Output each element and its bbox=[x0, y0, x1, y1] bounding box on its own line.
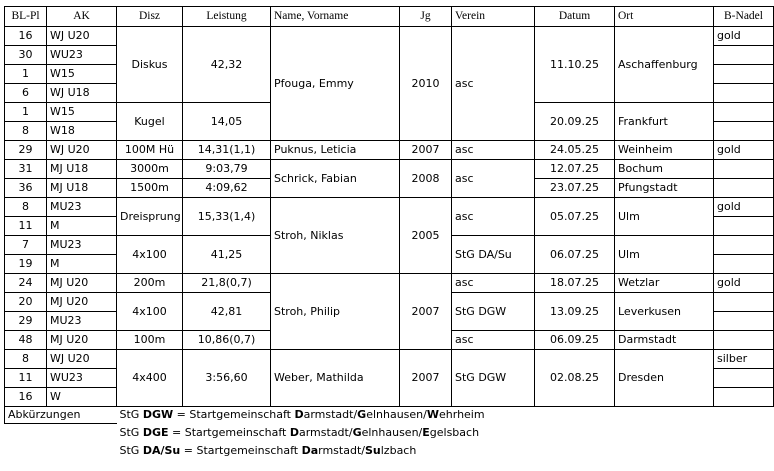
cell-ak: W18 bbox=[47, 122, 117, 141]
cell-datum: 20.09.25 bbox=[535, 103, 615, 141]
header-ort: Ort bbox=[615, 7, 714, 27]
cell-nadel: gold bbox=[714, 141, 774, 160]
cell-pl: 1 bbox=[5, 65, 47, 84]
results-table bbox=[4, 6, 774, 460]
header-disz: Disz bbox=[117, 7, 183, 27]
cell-pl: 20 bbox=[5, 293, 47, 312]
cell-leistung: 4:09,62 bbox=[183, 179, 271, 198]
cell-disz: 3000m bbox=[117, 160, 183, 179]
cell-pl: 31 bbox=[5, 160, 47, 179]
cell-pl: 8 bbox=[5, 122, 47, 141]
cell-disz: 4x400 bbox=[117, 350, 183, 407]
cell-ak: MJ U20 bbox=[47, 293, 117, 312]
table-row bbox=[5, 160, 774, 179]
cell-ak: MJ U20 bbox=[47, 274, 117, 293]
legend-line-dgw: StG DGW = Startgemeinschaft Darmstadt/Gelnhausen/Wehrheim bbox=[117, 407, 774, 424]
cell-disz: 100M Hü bbox=[117, 141, 183, 160]
cell-verein: StG DGW bbox=[452, 350, 535, 407]
cell-pl: 8 bbox=[5, 350, 47, 369]
cell-pl: 24 bbox=[5, 274, 47, 293]
cell-nadel bbox=[714, 312, 774, 331]
header-verein: Verein bbox=[452, 7, 535, 27]
cell-pl: 30 bbox=[5, 46, 47, 65]
cell-verein: asc bbox=[452, 160, 535, 198]
cell-ak: W bbox=[47, 388, 117, 407]
cell-leistung: 10,86(0,7) bbox=[183, 331, 271, 350]
cell-verein: StG DGW bbox=[452, 293, 535, 331]
cell-datum: 18.07.25 bbox=[535, 274, 615, 293]
cell-nadel: silber bbox=[714, 350, 774, 369]
cell-name: Puknus, Leticia bbox=[271, 141, 400, 160]
cell-name: Pfouga, Emmy bbox=[271, 27, 400, 141]
legend-row-1 bbox=[5, 407, 774, 424]
cell-ak: W15 bbox=[47, 65, 117, 84]
cell-ort: Weinheim bbox=[615, 141, 714, 160]
table-row bbox=[5, 198, 774, 217]
cell-ort: Darmstadt bbox=[615, 331, 714, 350]
header-b-nadel: B-Nadel bbox=[714, 7, 774, 27]
cell-ak: WU23 bbox=[47, 46, 117, 65]
legend-row-2 bbox=[5, 424, 774, 443]
table-row bbox=[5, 27, 774, 46]
cell-ak: M bbox=[47, 217, 117, 236]
cell-verein: asc bbox=[452, 274, 535, 293]
cell-ort: Bochum bbox=[615, 160, 714, 179]
table-row bbox=[5, 141, 774, 160]
cell-ak: W15 bbox=[47, 103, 117, 122]
cell-disz: 1500m bbox=[117, 179, 183, 198]
header-name: Name, Vorname bbox=[271, 7, 400, 27]
cell-name: Schrick, Fabian bbox=[271, 160, 400, 198]
cell-pl: 16 bbox=[5, 27, 47, 46]
cell-datum: 24.05.25 bbox=[535, 141, 615, 160]
cell-jg: 2010 bbox=[400, 27, 452, 141]
cell-pl: 19 bbox=[5, 255, 47, 274]
cell-name: Weber, Mathilda bbox=[271, 350, 400, 407]
cell-verein: asc bbox=[452, 141, 535, 160]
cell-verein: asc bbox=[452, 27, 535, 141]
header-bl-pl: BL-Pl bbox=[5, 7, 47, 27]
cell-ort: Frankfurt bbox=[615, 103, 714, 141]
cell-leistung: 9:03,79 bbox=[183, 160, 271, 179]
cell-jg: 2007 bbox=[400, 350, 452, 407]
header-leistung: Leistung bbox=[183, 7, 271, 27]
header-row bbox=[5, 7, 774, 27]
cell-ort: Aschaffenburg bbox=[615, 27, 714, 103]
cell-ak: WU23 bbox=[47, 369, 117, 388]
cell-datum: 05.07.25 bbox=[535, 198, 615, 236]
cell-ak: MU23 bbox=[47, 198, 117, 217]
cell-datum: 02.08.25 bbox=[535, 350, 615, 407]
cell-nadel bbox=[714, 46, 774, 65]
cell-ak: MJ U20 bbox=[47, 331, 117, 350]
cell-datum: 12.07.25 bbox=[535, 160, 615, 179]
cell-jg: 2007 bbox=[400, 274, 452, 350]
cell-verein: StG DA/Su bbox=[452, 236, 535, 274]
cell-leistung: 14,31(1,1) bbox=[183, 141, 271, 160]
cell-leistung: 14,05 bbox=[183, 103, 271, 141]
cell-nadel bbox=[714, 103, 774, 122]
cell-nadel bbox=[714, 331, 774, 350]
cell-nadel: gold bbox=[714, 198, 774, 217]
results-sheet bbox=[4, 6, 774, 460]
cell-pl: 16 bbox=[5, 388, 47, 407]
cell-disz: 100m bbox=[117, 331, 183, 350]
cell-leistung: 42,32 bbox=[183, 27, 271, 103]
cell-ak: MU23 bbox=[47, 236, 117, 255]
cell-name: Stroh, Niklas bbox=[271, 198, 400, 274]
cell-jg: 2005 bbox=[400, 198, 452, 274]
cell-ort: Dresden bbox=[615, 350, 714, 407]
cell-nadel bbox=[714, 255, 774, 274]
legend-line-dge: StG DGE = Startgemeinschaft Darmstadt/Gelnhausen/Egelsbach bbox=[119, 425, 480, 439]
cell-nadel bbox=[714, 369, 774, 388]
cell-disz: Kugel bbox=[117, 103, 183, 141]
cell-nadel bbox=[714, 84, 774, 103]
cell-datum: 23.07.25 bbox=[535, 179, 615, 198]
cell-ak: M bbox=[47, 255, 117, 274]
cell-nadel bbox=[714, 179, 774, 198]
cell-nadel: gold bbox=[714, 274, 774, 293]
cell-leistung: 15,33(1,4) bbox=[183, 198, 271, 236]
header-datum: Datum bbox=[535, 7, 615, 27]
cell-datum: 06.07.25 bbox=[535, 236, 615, 274]
cell-nadel bbox=[714, 388, 774, 407]
cell-pl: 8 bbox=[5, 198, 47, 217]
cell-leistung: 3:56,60 bbox=[183, 350, 271, 407]
legend-title: Abkürzungen bbox=[5, 407, 117, 424]
cell-datum: 06.09.25 bbox=[535, 331, 615, 350]
cell-ort: Ulm bbox=[615, 198, 714, 236]
cell-leistung: 41,25 bbox=[183, 236, 271, 274]
cell-pl: 6 bbox=[5, 84, 47, 103]
cell-ort: Wetzlar bbox=[615, 274, 714, 293]
cell-datum: 11.10.25 bbox=[535, 27, 615, 103]
cell-ak: MJ U18 bbox=[47, 160, 117, 179]
table-row bbox=[5, 274, 774, 293]
cell-ort: Ulm bbox=[615, 236, 714, 274]
cell-disz: 4x100 bbox=[117, 293, 183, 331]
cell-pl: 11 bbox=[5, 217, 47, 236]
cell-leistung: 21,8(0,7) bbox=[183, 274, 271, 293]
cell-jg: 2007 bbox=[400, 141, 452, 160]
cell-pl: 7 bbox=[5, 236, 47, 255]
cell-leistung: 42,81 bbox=[183, 293, 271, 331]
legend-line-dasu: StG DA/Su = Startgemeinschaft Darmstadt/Sulzbach bbox=[119, 444, 417, 457]
cell-nadel bbox=[714, 160, 774, 179]
cell-ak: MU23 bbox=[47, 312, 117, 331]
cell-datum: 13.09.25 bbox=[535, 293, 615, 331]
cell-disz: Diskus bbox=[117, 27, 183, 103]
cell-disz: 200m bbox=[117, 274, 183, 293]
table-row bbox=[5, 350, 774, 369]
cell-ak: WJ U20 bbox=[47, 27, 117, 46]
cell-disz: Dreisprung bbox=[117, 198, 183, 236]
cell-disz: 4x100 bbox=[117, 236, 183, 274]
legend-row-3 bbox=[5, 442, 774, 460]
cell-ak: MJ U18 bbox=[47, 179, 117, 198]
cell-pl: 1 bbox=[5, 103, 47, 122]
cell-nadel bbox=[714, 236, 774, 255]
cell-ak: WJ U20 bbox=[47, 350, 117, 369]
cell-pl: 36 bbox=[5, 179, 47, 198]
cell-nadel bbox=[714, 122, 774, 141]
cell-nadel bbox=[714, 293, 774, 312]
cell-nadel: gold bbox=[714, 27, 774, 46]
cell-ort: Pfungstadt bbox=[615, 179, 714, 198]
cell-verein: asc bbox=[452, 331, 535, 350]
cell-ort: Leverkusen bbox=[615, 293, 714, 331]
cell-nadel bbox=[714, 217, 774, 236]
cell-pl: 29 bbox=[5, 312, 47, 331]
cell-ak: WJ U20 bbox=[47, 141, 117, 160]
cell-jg: 2008 bbox=[400, 160, 452, 198]
cell-pl: 11 bbox=[5, 369, 47, 388]
header-ak: AK bbox=[47, 7, 117, 27]
cell-pl: 29 bbox=[5, 141, 47, 160]
cell-ak: WJ U18 bbox=[47, 84, 117, 103]
cell-name: Stroh, Philip bbox=[271, 274, 400, 350]
cell-pl: 48 bbox=[5, 331, 47, 350]
cell-verein: asc bbox=[452, 198, 535, 236]
header-jg: Jg bbox=[400, 7, 452, 27]
cell-nadel bbox=[714, 65, 774, 84]
